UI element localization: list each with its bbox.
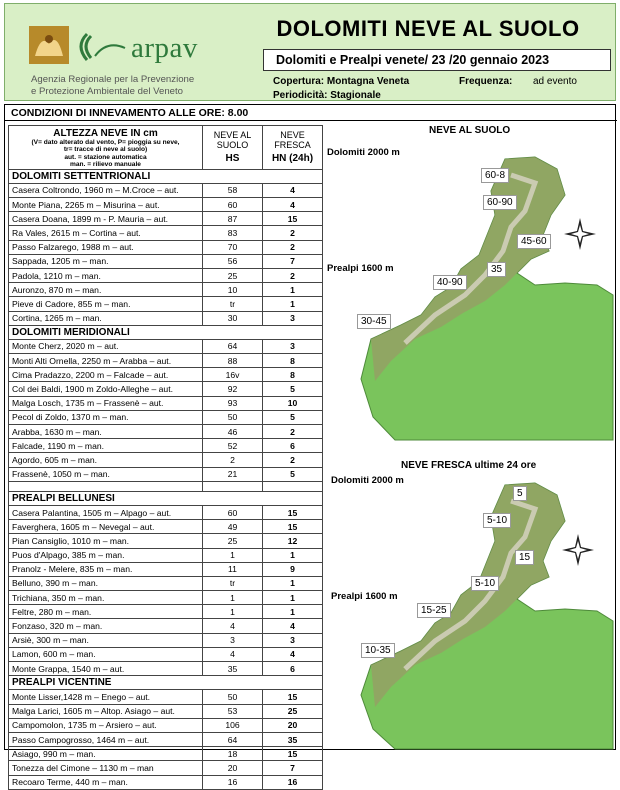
- hs-column-header: [203, 126, 263, 170]
- station-name: Casera Coltrondo, 1960 m – M.Croce – aut.: [9, 183, 203, 197]
- snow-depth-hs: 21: [203, 467, 263, 481]
- station-name: Faverghera, 1605 m – Nevegal – aut.: [9, 520, 203, 534]
- snow-depth-hs: 35: [203, 662, 263, 676]
- fresh-snow-hn: 2: [263, 240, 323, 254]
- table-row: [9, 662, 323, 676]
- table-row: [9, 226, 323, 240]
- station-name: Sappada, 1205 m – man.: [9, 254, 203, 268]
- hn-title1: NEVE: [280, 130, 305, 141]
- snow-depth-hs: 70: [203, 240, 263, 254]
- legend-line2: tr= tracce di neve al suolo): [63, 146, 148, 154]
- fresh-snow-hn: 4: [263, 198, 323, 212]
- station-name: Malga Larici, 1605 m – Altop. Asiago – aut.: [9, 704, 203, 718]
- fresh-snow-hn: 5: [263, 382, 323, 396]
- fresh-snow-hn: 1: [263, 548, 323, 562]
- snow-depth-hs: 10: [203, 283, 263, 297]
- table-row: [9, 534, 323, 548]
- table-row: [9, 354, 323, 368]
- map1-value-4: 35: [487, 262, 506, 277]
- station-name: Feltre, 280 m – man.: [9, 605, 203, 619]
- snow-depth-hs: 2: [203, 453, 263, 467]
- table-row: [9, 396, 323, 410]
- table-row: [9, 382, 323, 396]
- station-name: Trichiana, 350 m – man.: [9, 591, 203, 605]
- fresh-snow-hn: 1: [263, 576, 323, 590]
- fresh-snow-hn: 16: [263, 775, 323, 789]
- table-row: [9, 718, 323, 732]
- snow-depth-hs: tr: [203, 297, 263, 311]
- fresh-snow-hn: 1: [263, 283, 323, 297]
- fresh-snow-hn: 15: [263, 690, 323, 704]
- station-name: Passo Campogrosso, 1464 m – aut.: [9, 732, 203, 746]
- legend-line1: (V= dato alterato dal vento, P= pioggia su neve,: [31, 139, 180, 146]
- station-name: Asiago, 990 m – man.: [9, 747, 203, 761]
- table-row: [9, 548, 323, 562]
- snow-depth-hs: 88: [203, 354, 263, 368]
- compass-rose-icon: [563, 217, 597, 251]
- section-header-row: [9, 491, 323, 505]
- fresh-snow-hn: 15: [263, 520, 323, 534]
- station-name: Monte Piana, 2265 m – Misurina – aut.: [9, 198, 203, 212]
- station-name: Col dei Baldi, 1900 m Zoldo-Alleghe – aut.: [9, 382, 203, 396]
- table-row: [9, 732, 323, 746]
- map2-value-4: 5-10: [471, 576, 499, 591]
- table-row: [9, 311, 323, 325]
- snow-depth-hs: 60: [203, 198, 263, 212]
- station-name: Falcade, 1190 m – man.: [9, 439, 203, 453]
- periodicity-text: Periodicità: Stagionale: [273, 90, 381, 101]
- frequency-value: ad evento: [533, 76, 577, 87]
- table-row: [9, 505, 323, 519]
- station-name: Agordo, 605 m – man.: [9, 453, 203, 467]
- map2-dolomiti-label: Dolomiti 2000 m: [331, 475, 404, 486]
- section-header-row: [9, 169, 323, 183]
- fresh-snow-hn: 3: [263, 311, 323, 325]
- station-name: Pecol di Zoldo, 1370 m – man.: [9, 410, 203, 424]
- station-name: Casera Palantina, 1505 m – Alpago – aut.: [9, 505, 203, 519]
- table-row: [9, 591, 323, 605]
- section-title: DOLOMITI SETTENTRIONALI: [9, 169, 323, 183]
- station-name: Monte Grappa, 1540 m – aut.: [9, 662, 203, 676]
- fresh-snow-hn: 2: [263, 425, 323, 439]
- station-name: Malga Losch, 1735 m – Frassenè – aut.: [9, 396, 203, 410]
- station-name: Recoaro Terme, 440 m – man.: [9, 775, 203, 789]
- snow-depth-hs: 3: [203, 633, 263, 647]
- table-row: [9, 747, 323, 761]
- map1-value-6: 30-45: [357, 314, 391, 329]
- table-row: [9, 690, 323, 704]
- table-row: [9, 425, 323, 439]
- fresh-snow-hn: 8: [263, 368, 323, 382]
- snow-depth-table: [8, 125, 323, 790]
- snow-depth-hs: 1: [203, 548, 263, 562]
- snow-depth-hs: 46: [203, 425, 263, 439]
- map1-dolomiti-label: Dolomiti 2000 m: [327, 147, 400, 158]
- fresh-snow-hn: 12: [263, 534, 323, 548]
- section-title: DOLOMITI MERIDIONALI: [9, 325, 323, 339]
- fresh-snow-hn: 1: [263, 297, 323, 311]
- table-row: [9, 240, 323, 254]
- station-name: Arabba, 1630 m – man.: [9, 425, 203, 439]
- snow-depth-hs: 4: [203, 647, 263, 661]
- map2-value-2: 5-10: [483, 513, 511, 528]
- snow-depth-hs: 30: [203, 311, 263, 325]
- snow-depth-hs: 52: [203, 439, 263, 453]
- snow-depth-hs: 53: [203, 704, 263, 718]
- table-row: [9, 254, 323, 268]
- agency-name-line2: e Protezione Ambientale del Veneto: [31, 86, 184, 97]
- map1-value-3: 45-60: [517, 234, 551, 249]
- map2-value-3: 15: [515, 550, 534, 565]
- station-name: Puos d'Alpago, 385 m – man.: [9, 548, 203, 562]
- station-name: Passo Falzarego, 1988 m – aut.: [9, 240, 203, 254]
- hs-title2: SUOLO: [216, 140, 249, 151]
- table-row: [9, 212, 323, 226]
- fresh-snow-hn: 15: [263, 212, 323, 226]
- snow-depth-hs: tr: [203, 576, 263, 590]
- snow-depth-hs: 58: [203, 183, 263, 197]
- bulletin-title: DOLOMITI NEVE AL SUOLO: [276, 16, 580, 41]
- logo-emblem-icon: [29, 26, 133, 64]
- snow-depth-hs: 11: [203, 562, 263, 576]
- map2-value-6: 10-35: [361, 643, 395, 658]
- station-name: Ra Vales, 2615 m – Cortina – aut.: [9, 226, 203, 240]
- station-name: Pian Cansiglio, 1010 m – man.: [9, 534, 203, 548]
- fresh-snow-hn: 10: [263, 396, 323, 410]
- hn-title2: FRESCA: [274, 140, 311, 151]
- fresh-snow-hn: 4: [263, 647, 323, 661]
- map2-value-5: 15-25: [417, 603, 451, 618]
- map2-title: NEVE FRESCA ultime 24 ore: [401, 460, 537, 471]
- table-row: [9, 619, 323, 633]
- snow-depth-hs: 25: [203, 534, 263, 548]
- table-row: [9, 704, 323, 718]
- map2-value-1: 5: [513, 486, 527, 501]
- map2-veneto-relief: [335, 481, 615, 749]
- station-name: Pieve di Cadore, 855 m – man.: [9, 297, 203, 311]
- legend-line3: aut. = stazione automatica: [64, 153, 147, 161]
- table-row: [9, 368, 323, 382]
- hs-title1: NEVE AL: [213, 130, 252, 141]
- station-name: Lamon, 600 m – man.: [9, 647, 203, 661]
- station-name: Auronzo, 870 m – man.: [9, 283, 203, 297]
- snow-depth-hs: 106: [203, 718, 263, 732]
- map1-value-1: 60-8: [481, 168, 509, 183]
- snow-depth-hs: 1: [203, 591, 263, 605]
- station-name: Monte Lisser,1428 m – Enego – aut.: [9, 690, 203, 704]
- fresh-snow-hn: 2: [263, 268, 323, 282]
- station-name: Cima Pradazzo, 2200 m – Falcade – aut.: [9, 368, 203, 382]
- fresh-snow-hn: 1: [263, 605, 323, 619]
- snow-depth-hs: 49: [203, 520, 263, 534]
- snow-depth-hs: 16: [203, 775, 263, 789]
- hs-code: HS: [225, 153, 240, 165]
- fresh-snow-hn: 35: [263, 732, 323, 746]
- snow-depth-hs: 87: [203, 212, 263, 226]
- fresh-snow-hn: 7: [263, 254, 323, 268]
- table-body: [9, 169, 323, 789]
- station-name: Frassenè, 1050 m – man.: [9, 467, 203, 481]
- table-row: [9, 562, 323, 576]
- snow-depth-hs: 18: [203, 747, 263, 761]
- table-row: [9, 775, 323, 789]
- table-row: [9, 439, 323, 453]
- table-spacer-row: [9, 481, 323, 491]
- section-header-row: [9, 325, 323, 339]
- section-title: PREALPI VICENTINE: [9, 676, 323, 690]
- table-row: [9, 467, 323, 481]
- station-name: Fonzaso, 320 m – man.: [9, 619, 203, 633]
- legend-line4: man. = rilievo manuale: [70, 161, 141, 169]
- snow-depth-hs: 50: [203, 410, 263, 424]
- fresh-snow-hn: 4: [263, 619, 323, 633]
- snow-depth-hs: 83: [203, 226, 263, 240]
- table-row: [9, 605, 323, 619]
- station-name: Cortina, 1265 m – man.: [9, 311, 203, 325]
- station-name: Tonezza del Cimone – 1130 m – man: [9, 761, 203, 775]
- snow-depth-hs: 4: [203, 619, 263, 633]
- fresh-snow-hn: 6: [263, 662, 323, 676]
- snow-depth-hs: 60: [203, 505, 263, 519]
- snow-depth-hs: 50: [203, 690, 263, 704]
- depth-title: ALTEZZA NEVE IN cm: [53, 128, 158, 139]
- map1-title: NEVE AL SUOLO: [429, 125, 511, 136]
- station-name: Belluno, 390 m – man.: [9, 576, 203, 590]
- agency-name-line1: Agenzia Regionale per la Prevenzione: [31, 74, 195, 85]
- snow-depth-hs: 56: [203, 254, 263, 268]
- snow-depth-hs: 93: [203, 396, 263, 410]
- map1-value-5: 40-90: [433, 275, 467, 290]
- conditions-title: CONDIZIONI DI INNEVAMENTO ALLE ORE: 8.00: [5, 105, 617, 121]
- compass-rose-icon: [561, 533, 595, 567]
- frequency-label: Frequenza:: [459, 76, 513, 87]
- table-row: [9, 297, 323, 311]
- snow-depth-hs: 64: [203, 339, 263, 353]
- fresh-snow-hn: 8: [263, 354, 323, 368]
- section-header-row: [9, 676, 323, 690]
- fresh-snow-hn: 7: [263, 761, 323, 775]
- snow-depth-hs: 1: [203, 605, 263, 619]
- table-row: [9, 761, 323, 775]
- map1-veneto-relief: [335, 155, 615, 440]
- fresh-snow-hn: 6: [263, 439, 323, 453]
- coverage-text: Copertura: Montagna Veneta: [273, 76, 410, 87]
- station-name: Monte Cherz, 2020 m – aut.: [9, 339, 203, 353]
- snow-depth-hs: 16v: [203, 368, 263, 382]
- table-row: [9, 633, 323, 647]
- fresh-snow-hn: 9: [263, 562, 323, 576]
- fresh-snow-hn: 20: [263, 718, 323, 732]
- fresh-snow-hn: 5: [263, 467, 323, 481]
- station-name: Monti Alti Ornella, 2250 m – Arabba – aut.: [9, 354, 203, 368]
- station-name: Casera Doana, 1899 m - P. Mauria – aut.: [9, 212, 203, 226]
- map2-prealpi-label: Prealpi 1600 m: [331, 591, 398, 602]
- station-name: Campomolon, 1735 m – Arsiero – aut.: [9, 718, 203, 732]
- table-row: [9, 520, 323, 534]
- map1-prealpi-label: Prealpi 1600 m: [327, 263, 394, 274]
- fresh-snow-hn: 2: [263, 226, 323, 240]
- hn-code: HN (24h): [271, 153, 314, 165]
- fresh-snow-hn: 3: [263, 633, 323, 647]
- report-header: [4, 3, 616, 101]
- table-row: [9, 410, 323, 424]
- fresh-snow-hn: 4: [263, 183, 323, 197]
- station-name: Pranolz - Melere, 835 m – man.: [9, 562, 203, 576]
- table-row: [9, 198, 323, 212]
- arpav-logo: [17, 14, 247, 97]
- table-row: [9, 453, 323, 467]
- logo-wordmark: arpav: [131, 32, 198, 64]
- hn-column-header: [263, 126, 323, 170]
- station-name: Arsiè, 300 m – man.: [9, 633, 203, 647]
- fresh-snow-hn: 15: [263, 747, 323, 761]
- fresh-snow-hn: 5: [263, 410, 323, 424]
- snow-depth-hs: 92: [203, 382, 263, 396]
- table-row: [9, 576, 323, 590]
- fresh-snow-hn: 2: [263, 453, 323, 467]
- section-title: PREALPI BELLUNESI: [9, 491, 323, 505]
- fresh-snow-hn: 1: [263, 591, 323, 605]
- map1-value-2: 60-90: [483, 195, 517, 210]
- table-row: [9, 283, 323, 297]
- snow-depth-hs: 64: [203, 732, 263, 746]
- snow-depth-hs: 20: [203, 761, 263, 775]
- fresh-snow-hn: 3: [263, 339, 323, 353]
- table-row: [9, 647, 323, 661]
- bulletin-body: [4, 104, 616, 788]
- fresh-snow-hn: 15: [263, 505, 323, 519]
- table-row: [9, 183, 323, 197]
- fresh-snow-hn: 25: [263, 704, 323, 718]
- station-name: Padola, 1210 m – man.: [9, 268, 203, 282]
- table-row: [9, 339, 323, 353]
- table-row: [9, 268, 323, 282]
- snow-depth-hs: 25: [203, 268, 263, 282]
- bulletin-subtitle: Dolomiti e Prealpi venete/ 23 /20 gennaio 2023: [263, 49, 611, 71]
- station-column-header: [9, 126, 203, 170]
